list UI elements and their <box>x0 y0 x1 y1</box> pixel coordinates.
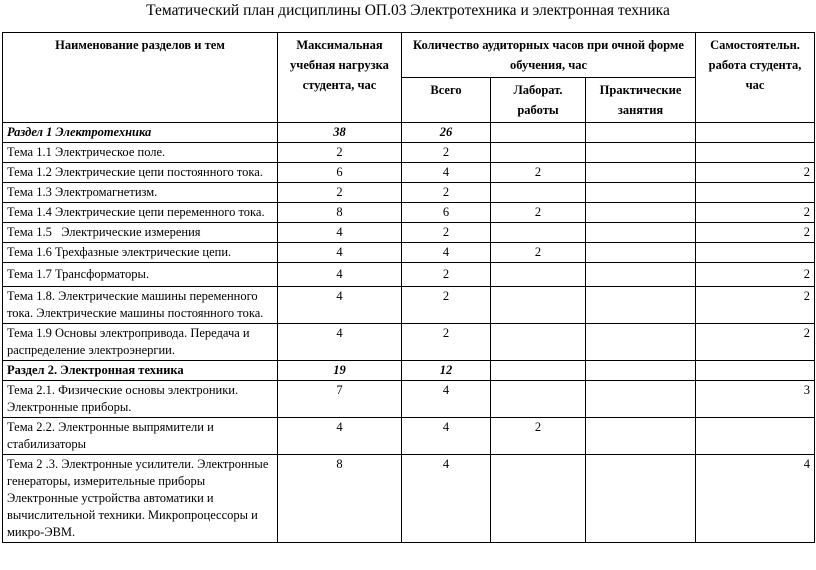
table-row <box>3 143 815 163</box>
header-total: Всего <box>402 78 491 123</box>
row-name: Раздел 1 Электротехника <box>3 123 278 143</box>
row-lab <box>491 183 586 203</box>
row-max: 2 <box>278 183 402 203</box>
row-practice <box>586 223 696 243</box>
row-lab <box>491 455 586 543</box>
row-practice <box>586 203 696 223</box>
header-classroom-hours: Количество аудиторных часов при очной форме обучения, час <box>402 33 696 78</box>
row-lab <box>491 123 586 143</box>
table-row <box>3 203 815 223</box>
row-practice <box>586 163 696 183</box>
section-row <box>3 123 815 143</box>
row-lab <box>491 143 586 163</box>
row-self <box>696 123 815 143</box>
row-name: Тема 2.1. Физические основы электроники. Электронные приборы. <box>3 381 278 418</box>
row-self <box>696 361 815 381</box>
header-name: Наименование разделов и тем <box>3 33 278 123</box>
row-total: 26 <box>402 123 491 143</box>
table-row <box>3 183 815 203</box>
row-lab <box>491 381 586 418</box>
row-lab: 2 <box>491 203 586 223</box>
row-max: 4 <box>278 263 402 287</box>
row-total: 2 <box>402 183 491 203</box>
row-practice <box>586 123 696 143</box>
row-self <box>696 418 815 455</box>
row-self: 4 <box>696 455 815 543</box>
row-max: 19 <box>278 361 402 381</box>
row-lab <box>491 287 586 324</box>
row-max: 6 <box>278 163 402 183</box>
header-independent-work: Самостоятельн. работа студента, час <box>696 33 815 123</box>
row-lab <box>491 263 586 287</box>
row-total: 2 <box>402 324 491 361</box>
row-practice <box>586 381 696 418</box>
row-self: 2 <box>696 324 815 361</box>
row-total: 2 <box>402 223 491 243</box>
header-lab: Лаборат. работы <box>491 78 586 123</box>
section-row <box>3 361 815 381</box>
row-practice <box>586 287 696 324</box>
table-row <box>3 243 815 263</box>
row-lab: 2 <box>491 418 586 455</box>
row-practice <box>586 324 696 361</box>
row-name: Тема 1.7 Трансформаторы. <box>3 263 278 287</box>
row-name: Тема 1.8. Электрические машины переменного тока. Электрические машины постоянного тока. <box>3 287 278 324</box>
header-max-load: Максимальная учебная нагрузка студента, час <box>278 33 402 123</box>
row-total: 4 <box>402 381 491 418</box>
row-max: 4 <box>278 418 402 455</box>
row-max: 8 <box>278 455 402 543</box>
table-row <box>3 223 815 243</box>
table-row <box>3 163 815 183</box>
row-total: 6 <box>402 203 491 223</box>
row-name: Тема 1.2 Электрические цепи постоянного тока. <box>3 163 278 183</box>
table-row <box>3 287 815 324</box>
row-lab: 2 <box>491 163 586 183</box>
row-lab <box>491 324 586 361</box>
row-practice <box>586 455 696 543</box>
row-max: 4 <box>278 223 402 243</box>
table-row <box>3 263 815 287</box>
row-lab: 2 <box>491 243 586 263</box>
row-total: 4 <box>402 418 491 455</box>
row-name: Тема 2.2. Электронные выпрямители и стабилизаторы <box>3 418 278 455</box>
row-total: 4 <box>402 163 491 183</box>
row-total: 2 <box>402 263 491 287</box>
row-self: 2 <box>696 163 815 183</box>
row-practice <box>586 361 696 381</box>
row-name: Раздел 2. Электронная техника <box>3 361 278 381</box>
row-max: 4 <box>278 324 402 361</box>
row-lab <box>491 223 586 243</box>
row-name: Тема 1.4 Электрические цепи переменного тока. <box>3 203 278 223</box>
row-max: 2 <box>278 143 402 163</box>
row-max: 4 <box>278 287 402 324</box>
row-practice <box>586 143 696 163</box>
row-self <box>696 183 815 203</box>
row-total: 4 <box>402 455 491 543</box>
row-total: 2 <box>402 287 491 324</box>
row-max: 4 <box>278 243 402 263</box>
row-name: Тема 1.6 Трехфазные электрические цепи. <box>3 243 278 263</box>
row-max: 8 <box>278 203 402 223</box>
row-practice <box>586 183 696 203</box>
row-practice <box>586 418 696 455</box>
row-self <box>696 143 815 163</box>
row-practice <box>586 243 696 263</box>
table-row <box>3 381 815 418</box>
row-self: 2 <box>696 203 815 223</box>
row-self <box>696 243 815 263</box>
row-self: 2 <box>696 223 815 243</box>
page-title: Тематический план дисциплины ОП.03 Электротехника и электронная техника <box>146 2 670 19</box>
row-name: Тема 1.1 Электрическое поле. <box>3 143 278 163</box>
table-row <box>3 418 815 455</box>
table-row <box>3 455 815 543</box>
row-self: 2 <box>696 263 815 287</box>
row-name: Тема 1.9 Основы электропривода. Передача и распределение электроэнергии. <box>3 324 278 361</box>
row-name: Тема 1.5 Электрические измерения <box>3 223 278 243</box>
row-total: 12 <box>402 361 491 381</box>
table-row <box>3 324 815 361</box>
row-total: 4 <box>402 243 491 263</box>
row-total: 2 <box>402 143 491 163</box>
row-max: 7 <box>278 381 402 418</box>
row-self: 2 <box>696 287 815 324</box>
header-practice: Практические занятия <box>586 78 696 123</box>
row-lab <box>491 361 586 381</box>
row-practice <box>586 263 696 287</box>
row-max: 38 <box>278 123 402 143</box>
thematic-plan-table <box>2 32 815 543</box>
row-name: Тема 1.3 Электромагнетизм. <box>3 183 278 203</box>
row-name: Тема 2 .3. Электронные усилители. Электронные генераторы, измерительные приборы Электронные устройства автоматики и вычислительной техники. Микропроцессоры и микро-ЭВМ. <box>3 455 278 543</box>
row-self: 3 <box>696 381 815 418</box>
header-row-1 <box>3 33 815 78</box>
